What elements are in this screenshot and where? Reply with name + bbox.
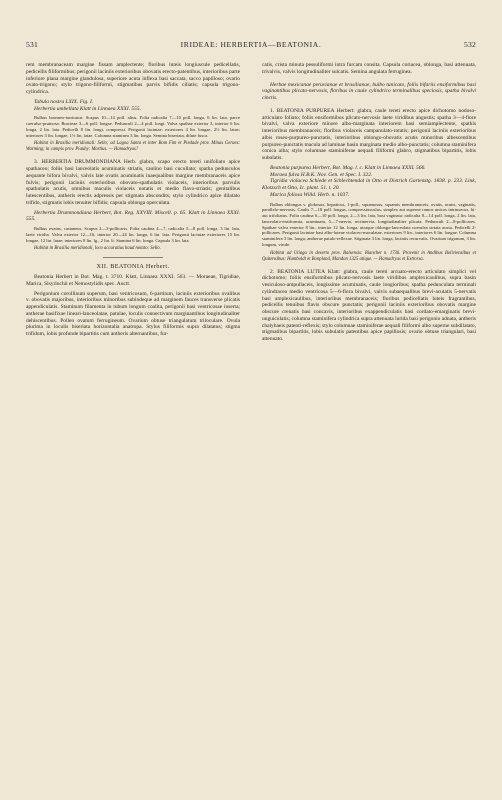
citation-purpurea-1: Beatonia purpurea Herbert, Bot. Mag. l. c. Klatt in Linnaea XXXI. 566. [270,164,426,171]
running-title: IRIDEAE: HERBERTIA—BEATONIA. [180,40,322,49]
citation-drummondiana: Herbertia Drummondiana Herbert, Bot. Reg. XXVIII. Miscell. p. 65. Klatt in Linnaea XXXI. 555. [26,209,240,223]
left-column [26,62,240,787]
genus-description: Perigonium corollinum superum, basi ventricosum, 6-partitum, laciniis exterioribus ovalibus v. obovatis majoribus, interioribus minoribus subindeque ad marginem fauces transverse plicatis appendiculatis. Staminum filamenta in tubum longum coalita, perigonii basi ventricosae inserta; antherae basifixae lineari-lanceolatae, patulae, loculis connectivum marginantibus longitudinaliter dehiscentibus. Pollen ovatum ferrugineum. Ovarium obtuse triangulatum triloculare. Ovula plurima in loculis biseriata horizontalia anatropa. Stylus filiformis supra dilatatus; stigma trifidum, lobis profunde bipartitis cum antheris alternantibus, fur- [26,290,240,338]
citation-purpurea-4: Marica foliosa Willd. Herb. n. 1037. [270,191,350,198]
section-divider [103,257,163,258]
plate-reference: Tabula nostra LXIX. Fig. I. [34,98,94,105]
species-drummondiana: 3. HERBERTIA DRUMMONDIANA Herb. glabra, scapo erecto tereti unifoliato apice spathaceo; foliis basi lanceolatis acuminatis striatis, caulino basi cucullato; spatha pedunculos aequante bifora bivalvi, valvis late ovatis acuminatis inaequalibus margine membranaceis apice fulvis; perigonii laciniis exterioribus obovato-spathulatis violaceis, interioribus parvulis spathulatis acutis, omnibus maculis violaceis notatis et medio flavo-striatis; genitalibus lutescentibus, antheris erectis adpressis per stigmata abscondits; stylo cylindrico apice dilatato trifido, stigmatis lobis tenuiter bifidis; capsula oblonga operculata. [26,159,240,206]
habitat-purpurea: Habitat ad Utiaga in deserto prov. Balsensis: Bianchet n. 1736. Provenit in Andibus Boliviensibus et Quitensibus: Humboldt et Bonpland, Mandon 1325 atique. — Hamadryas et Extrorsa. [262,250,476,262]
citation-purpurea-2: Moraea fulva H.B.K. Nov. Gen. et Spec. I. 322. [270,171,373,178]
habitat-umbellata: Habitat in Brasilia meridionali: Sello; ad Lagoa Santa et inter Bom Fim et Piedade prov. Minas Geraes: Warming; in campis prov. Piauhy: Martius. — Hamadryas? [26,141,240,153]
right-column [262,62,476,787]
description-drummondiana: Bulbus ovatus, castaneus. Scapus 2—3-pollicaris. Folia caulina 4—7, radicalia 5—8 poll. longa, 3 lin. lata, laete viridia. Valva exterior 12—16, interior 20—24 lin. longa, 6 lin. lata. Perigonii laciniae exteriores 15 lin. longae, 12 lin. latae; interiores 8 lin. lg., 2 lin. lt. Stamina 6 lin. longa. Capsula 3 lin. lata. [26,226,240,243]
page-header [26,40,476,52]
description-umbellata: Bulbus brunneo-tunicatus. Scapus 10—14 poll. altus. Folia radicalia 7—10 poll. longa, 6 lin. lata, parce caerulso-pruinosa. Bracteae 3—6 poll. longae. Pedunculi 2—4 poll. longi. Valva spathae exterior 3, interior 6 lin. longa, 2 lin. lata. Pedicelli 8 lin. longi, compressi. Perigonii laciniae: exteriores 4 lin. longae, 2½ lin. latae; interiores 3 lin. longae, 1½ lin. latae. Columna staminea 3 lin. longa. Semina biseriata, dilute fusca. [26,115,240,138]
genus-citation: Beatonia Herbert in Bot. Mag. t. 3710. Klatt, Linnaea XXXI. 563. — Moraeae, Tigridiae, Marica, Sisyrinchii et Nemostylidis spec. Auctt. [26,274,240,287]
genus-habit-note: Herbae mexicanae peruvianae et brasilianae, bulbo tunicato, foliis bifariis ensiformibus basi vaginantibus plicato-nervosis, floribus in caule cylindrico terminalibus speciosis, spatha bivalvi cinctis. [262,81,476,101]
citation-purpurea-3: Tigridia violacea Schiede et Schlechtendal in Otto et Dietrich Gartenztg. 1838. p. 233. Link, Klotzsch et Otto, Ic. plant. 51. t. 20. [262,178,476,191]
species-purpurea: 1. BEATONIA PURPUREA Herbert: glabra, caule tereti erecto apice dichotomo nodoso-articulato foliato; foliis ensiformibus plicato-nervosis laete viridibus angustis; spatha 3—4-flore bivalvi, valva exteriore minore albo-marginata interiorem basi semiamplectente, spathis interioribus membranaceis; floribus violaceis campanulato-rotatis; perigonii laciniis exterioribus albis roseo-purpureo-punctatis, interioribus oblongo-obovatis acutis minoribus albescentibus purpureo-punctatis macula ad laminae basin marginata medio albo-punctatis; columna staminifera conica alba; stylo columnae staminiferae aequali filiformi glabro, stigmatibus bipartitis, lobis subulatis. [262,107,476,161]
habitat-drummondiana: Habitat in Brasilia meridionali, loco accuratius haud notato: Sello. [34,246,161,252]
species-lutea: 2. BEATONIA LUTEA Klatt: glabra, caule tereti arcuato-erecto articulato simplici vel dichotomo; foliis ensiformibus plicato-nervosis laete viridibus amplexicaulibus, supra basin vesiculoso-ampullaceis, longissime acuminatis, caule longioribus; spatha pedunculata terminali cylindracea medio ventricosa 5—6-flora bivalvi, valvis subaequalibus brevi-acutatis 5-nervatis basi amplexicaulibus, interioribus membranaceis; floribus pedicellatis luteis fragrantibus, pedicellis tenuibus flavis obscure punctatis; perigonii laciniis exterioribus obovatis margine obscure crenatis basi concavis, interioribus exappendiculatis basi cordato-emarginatis brevi-unguiculatis; columna staminifera cylindrica supra attenuata lurida basi perigonio adnata, antheris chalybaeis patenti-reflexis; stylo columnae staminiferae aequali filiformi albo superne subdilatato, stigmatibus bipartitis, lobis subulatis patentibus apice papillosis; ovario obtuse triangulari, basi attenuato. [262,268,476,343]
right-page-number: 532 [464,40,476,49]
genus-heading: XII. BEATONIA Herbert. [96,263,170,271]
right-paragraph-continued: catis, crista minuta pessuliformi intra furcam consita. Capsula coriacea, oblonga, basi attenuata, trivalvis, valvis longitudinaliter sulcatis. Semina angulata ferruginea. [262,62,476,75]
description-purpurea: Bulbus oblongus v. globosus, hepaticus, 1-poll., squamosus, squamis membranaceis, ovatis, acutis, vaginatis, parallelo-nervosis. Caulis 7—18 poll. longus, compressiusculus, simplex aut superne ramos unicos intrinsecus, bi- aut trifoliatus. Folia caulina 6—10 poll. longa, 2—3 lin. lata, basi vaginata: radicalia 8—14 poll. longa, 2 lin. lata, lanceolato-ensiformia, acuminata, 5—7-nervia, rectinervia, longitudinaliter plicata. Pedunculi 2—8-pollicares. Spathae valva exterior 8 lin., interior 12 lin. longa, utraque oblongo-lanceolata coerulea striata acuta. Pedicelli 2-pollicares. Perigonii laciniae basi albo-luteae violaceo-maculatae, exteriores 9 lin., interiores 6 lin. longae. Columna staminifera 3 lin. longa; antherae patulo-reflexae. Stigmata 3 lin. longa, laciniis recurvatis. Ovarium trigonum, 3 lin. longum, viride. [262,201,476,248]
left-page-number: 531 [26,40,38,49]
citation-umbellata: Herbertia umbellata Klatt in Linnaea XXXI. 555. [34,105,141,112]
left-paragraph-continued: rem membranaceam margine fissam amplectente; floribus luteis longiuscule pedicellatis, pedicellis filiformibus; perigonii laciniis exterioribus obovatis erecto-patentibus, interioribus parte inferiore plana margine glandulosa, superiore acuta inflexa basi saccata, sacco papilloso; ovario ovato-trigono; stylo trigono-filiformi, stigmatibus parvis bifidis ciliatis; capsula trigono-cylindrica. [26,62,240,95]
